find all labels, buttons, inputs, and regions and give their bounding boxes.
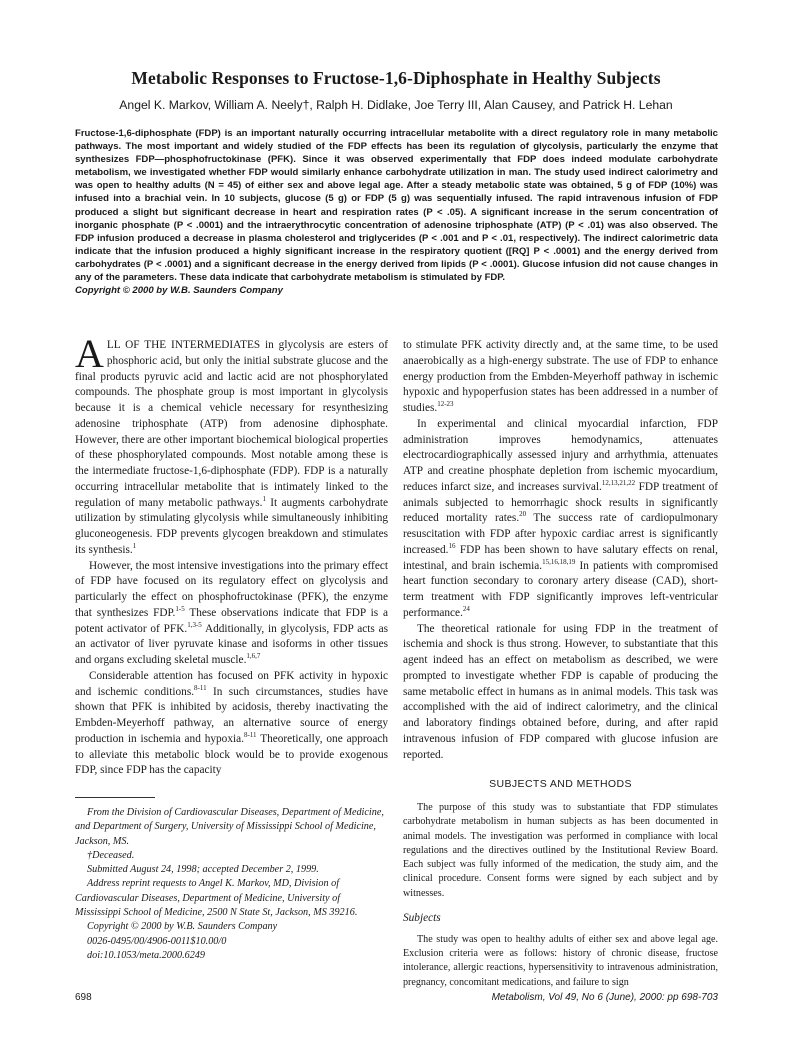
abstract-text: Fructose-1,6-diphosphate (FDP) is an important naturally occurring intracellular metabolite with a direct regulatory role in many metabolic pathways. The most important and widely studied of the FDP effects has been its regulation of glycolysis, particularly the enzyme that synthesizes FDP—phosphofructokinase (PFK). Since it was observed experimentally that FDP does indeed modulate carbohydrate metabolism, we investigated whether FDP would similarly enhance carbohydrate utilization in man. The study used indirect calorimetry and was open to healthy adults (N = 45) of either sex and above legal age. After a steady metabolic state was obtained, 5 g of FDP (10%) was infused into a brachial vein. In 10 subjects, glucose (5 g) or FDP (5 g) was sequentially infused. The rapid intravenous infusion of FDP produced a slight but significant decrease in heart and respiration rates (P < .05). A significant increase in the serum concentration of inorganic phosphate (P < .0001) and the intraerythrocytic concentration of adenosine triphosphate (ATP) (P < .01) was also observed. The FDP infusion produced a decrease in plasma cholesterol and triglycerides (P < .001 and P < .01, respectively). The indirect calorimetric data indicate that the infusion produced a highly significant increase in the respiratory quotient ([RQ] P < .0001) and the energy derived from carbohydrates (P < .0001) and a significant decrease in the energy derived from lipids (P < .0001). Glucose infusion did not cause changes in any of the parameters. These data indicate that carbohydrate metabolism is stimulated by FDP.: [75, 128, 718, 284]
intro-text-5c: The success rate of cardiopulmonary resuscitation with FDP after hypoxic cardiac arrest is significantly increased.: [403, 512, 718, 556]
citation: 8-11: [194, 683, 207, 692]
drop-cap: A: [75, 331, 104, 376]
intro-text-4: to stimulate PFK activity directly and, at the same time, to be used anaerobically as a high-energy substrate. The use of FDP to enhance energy production from the Embden-Meyerhoff pathway in ischemic hypoxic and hypoperfusion states has been addressed in a number of studies.: [403, 339, 718, 414]
footnote-affiliation: From the Division of Cardiovascular Diseases, Department of Medicine, and Department of Surgery, University of Mississippi School of Medicine, Jackson, MS.: [75, 807, 384, 847]
subjects-paragraph: The study was open to healthy adults of either sex and above legal age. Exclusion criteria were as follows: history of chronic disease, fructose intolerance, allergic reactions, hypersensitivity to intravenous administration, pregnancy, concomitant medications, and failure to sign: [403, 933, 718, 988]
intro-text-5e: In patients with compromised heart function secondary to coronary artery disease (CAD), short-term treatment with FDP significantly improves left-ventricular performance.: [403, 559, 719, 619]
abstract: [75, 127, 718, 297]
section-heading: SUBJECTS AND METHODS: [489, 778, 632, 791]
intro-text-2b: These observations indicate that FDP is a potent activator of PFK.: [75, 606, 388, 635]
citation: 16: [448, 541, 456, 550]
intro-paragraph-5: [403, 417, 718, 622]
intro-paragraph-2: [75, 559, 388, 669]
intro-text-5d: FDP has been shown to have salutary effects on renal, intestinal, and brain ischemia.: [403, 543, 718, 572]
footnote-copyright: Copyright © 2000 by W.B. Saunders Company: [87, 921, 278, 933]
citation: 1: [132, 541, 137, 550]
citation: 15,16,18,19: [542, 557, 576, 566]
citation: 1,3-5: [187, 620, 202, 629]
intro-paragraph-4: [403, 338, 718, 417]
citation: 12,13,21,22: [601, 478, 636, 487]
subjects-section: [403, 933, 718, 990]
methods-intro: [403, 801, 718, 901]
author-list: Angel K. Markov, William A. Neely†, Ralph H. Didlake, Joe Terry III, Alan Causey, and Patrick H. Lehan: [119, 98, 673, 112]
left-column: [75, 331, 388, 779]
intro-text-5a: In experimental and clinical myocardial infarction, FDP administration improves hemodynamics, attenuates electrocardiographically assessed injury and arrhythmia, attenuates ATP and creatine phosphate depletion from ischemic myocardium, reduces infarct size, and increases survival.: [403, 417, 718, 493]
intro-paragraph-3: [75, 669, 388, 779]
footnote-deceased: †Deceased.: [87, 849, 135, 861]
intro-paragraph-1: [75, 331, 388, 559]
footnote-doi: doi:10.1053/meta.2000.6249: [87, 949, 205, 961]
intro-text-3c: Theoretically, one approach to alleviate this metabolic block would be to provide exogenous FDP, since FDP has the capacity: [75, 732, 388, 777]
intro-text-3a: Considerable attention has focused on PFK activity in hypoxic and ischemic conditions.: [75, 669, 388, 698]
intro-text-3b: In such circumstances, studies have shown that PFK is inhibited by acidosis, thereby inactivating the Embden-Meyerhoff pathway, an alternative source of energy production in ischemia and hypoxia.: [75, 685, 388, 745]
intro-paragraph-6: [403, 622, 718, 764]
footnote-submitted: Submitted August 24, 1998; accepted December 2, 1999.: [87, 864, 319, 876]
intro-text-2a: However, the most intensive investigations into the primary effect of FDP have focused on its regulatory effect on glycolysis and particularly the effect on phosphofructokinase (PFK), the enzyme that synthesizes FDP.: [75, 559, 388, 619]
methods-paragraph: The purpose of this study was to substantiate that FDP stimulates carbohydrate metabolism in human subjects as has been documented in animal models. The investigation was performed in compliance with local regulations and the directives outlined by the Institutional Review Board. Each subject was fully informed of the medication, the study aim, and the clinical procedure. Consent forms were signed by each subject and by witnesses.: [403, 802, 718, 899]
citation: 24: [462, 604, 470, 613]
intro-text-2c: Additionally, in glycolysis, FDP acts as an activator of liver pyruvate kinase and isoforms in other tissues and organs excluding skeletal muscle.: [75, 622, 388, 666]
subsection-heading: Subjects: [403, 912, 441, 925]
citation: 1: [262, 494, 266, 503]
intro-text-1a: LL OF THE INTERMEDIATES in glycolysis are esters of phosphoric acid, but only the initial substrate glucose and the final products pyruvic acid and lactic acid are not phosphorylated compounds. The phosphate group is most important in glycolysis because it is a chemical vehicle necessary for resynthesizing adenosine triphosphate (ATP) from adenosine diphosphate. However, there are other important biochemical biological properties of these phosphorylated compounds. Most notable among these is the intermediate fructose-1,6-diphosphate (FDP). FDP is a naturally occurring intracellular metabolite that is intimately linked to the regulation of many metabolic pathways.: [75, 339, 388, 509]
page-number: 698: [75, 992, 92, 1003]
abstract-copyright: Copyright © 2000 by W.B. Saunders Company: [75, 285, 283, 297]
footnote-issn: 0026-0495/00/4906-0011$10.00/0: [87, 935, 227, 947]
journal-citation: Metabolism, Vol 49, No 6 (June), 2000: pp 698-703: [491, 992, 718, 1003]
footnote-divider: [75, 797, 155, 798]
footnotes: [75, 806, 388, 963]
intro-text-1b: It augments carbohydrate utilization by stimulating glycolysis while simultaneously inhibiting gluconeogenesis. FDP prevents glycogen breakdown and stimulates its synthesis.: [75, 496, 388, 556]
right-column: [403, 338, 718, 990]
intro-text-5b: FDP treatment of animals subjected to hemorrhagic shock results in significantly reduced mortality rates.: [403, 480, 718, 525]
footnote-reprint: Address reprint requests to Angel K. Markov, MD, Division of Cardiovascular Diseases, Department of Medicine, University of Mississippi School of Medicine, 2500 N State St, Jackson, MS 39216.: [75, 878, 358, 919]
article-title: Metabolic Responses to Fructose-1,6-Diphosphate in Healthy Subjects: [131, 68, 661, 88]
citation: 8-11: [243, 730, 257, 739]
citation: 1-5: [175, 604, 185, 613]
citation: 1,6,7: [246, 652, 261, 660]
citation: 20: [519, 510, 527, 519]
citation: 12-23: [437, 400, 454, 408]
intro-text-6: The theoretical rationale for using FDP in the treatment of ischemia and shock is thus strong. However, to substantiate that this agent indeed has an effect on metabolism as described, we were prompted to investigate whether FDP is capable of producing the same metabolic effect in humans as in animal models. This task was accomplished with the aid of indirect calorimetry, and the clinical and laboratory findings obtained before, during, and after rapid intravenous infusion of FDP compared with glucose infusion are reported.: [403, 622, 718, 761]
